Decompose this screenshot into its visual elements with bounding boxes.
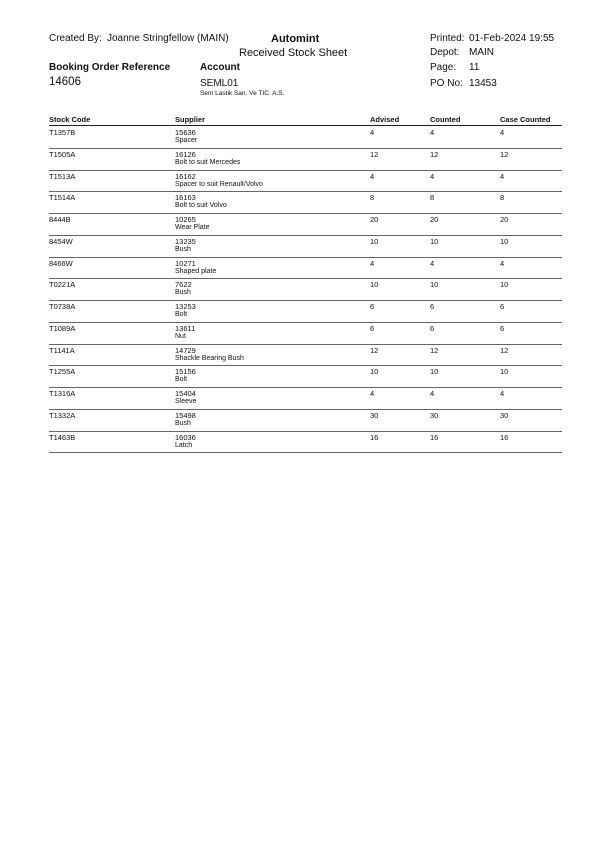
item-description-cell: Bolt <box>175 311 188 318</box>
printed-label: Printed: <box>430 33 465 44</box>
stock-code-cell: T1357B <box>49 128 76 137</box>
created-by-value: Joanne Stringfellow (MAIN) <box>107 33 229 44</box>
counted-cell: 16 <box>430 432 439 442</box>
counted-cell: 10 <box>430 280 439 290</box>
item-description-cell: Bush <box>175 289 191 297</box>
stock-code-cell: T1332A <box>49 410 76 420</box>
table-row <box>0 171 595 193</box>
supplier-code-cell: 15636 <box>175 128 196 137</box>
advised-cell: 4 <box>370 258 375 268</box>
counted-cell: 30 <box>430 410 439 420</box>
case-counted-cell: 10 <box>500 236 509 246</box>
advised-cell: 30 <box>370 410 379 420</box>
col-counted: Counted <box>430 115 461 124</box>
po-label: PO No: <box>430 78 463 89</box>
table-row <box>0 258 595 280</box>
advised-cell: 20 <box>370 215 379 224</box>
counted-cell: 10 <box>430 236 439 246</box>
item-description-cell: Nut <box>175 332 186 340</box>
col-supplier: Supplier <box>175 115 206 124</box>
stock-code-cell: 8444B <box>49 215 71 224</box>
supplier-code-cell: 15156 <box>175 367 196 377</box>
booking-ref-label: Booking Order Reference <box>49 62 171 73</box>
table-row <box>0 345 595 367</box>
supplier-code-cell: 15498 <box>175 410 196 420</box>
item-description-cell: Sleeve <box>175 398 197 405</box>
advised-cell: 6 <box>370 323 375 333</box>
stock-code-cell: T1316A <box>49 389 76 398</box>
advised-cell: 4 <box>370 128 375 137</box>
col-stock-code: Stock Code <box>49 115 91 124</box>
item-description-cell: Bush <box>175 245 191 253</box>
stock-code-cell: T1089A <box>49 323 76 333</box>
col-case-counted: Case Counted <box>500 115 551 124</box>
page-label: Page: <box>430 62 457 73</box>
stock-code-cell: 8466W <box>49 258 73 268</box>
stock-code-cell: T0221A <box>49 280 76 290</box>
stock-code-cell: T1463B <box>49 432 76 442</box>
advised-cell: 12 <box>370 345 379 355</box>
counted-cell: 6 <box>430 323 435 333</box>
item-description-cell: Bolt <box>175 376 188 384</box>
table-row <box>0 366 595 388</box>
stock-code-cell: T1141A <box>49 345 75 355</box>
supplier-code-cell: 15404 <box>175 389 196 398</box>
stock-code-cell: 8454W <box>49 236 73 246</box>
advised-cell: 10 <box>370 367 379 377</box>
advised-cell: 8 <box>370 193 375 203</box>
table-row <box>0 410 595 432</box>
case-counted-cell: 4 <box>500 389 505 398</box>
case-counted-cell: 10 <box>500 280 509 290</box>
booking-ref-value: 14606 <box>49 76 81 88</box>
table-row <box>0 279 595 301</box>
counted-cell: 12 <box>430 345 439 355</box>
advised-cell: 4 <box>370 171 375 181</box>
counted-cell: 6 <box>430 302 435 311</box>
supplier-code-cell: 13611 <box>175 323 196 333</box>
case-counted-cell: 20 <box>500 215 509 224</box>
case-counted-cell: 4 <box>500 128 505 137</box>
table-row <box>0 301 595 323</box>
table-row <box>0 149 595 171</box>
account-code: SEML01 <box>200 78 239 89</box>
counted-cell: 12 <box>430 149 439 159</box>
item-description-cell: Bush <box>175 419 191 427</box>
advised-cell: 16 <box>370 432 379 442</box>
header-rule <box>49 125 562 126</box>
case-counted-cell: 6 <box>500 302 505 311</box>
advised-cell: 6 <box>370 302 375 311</box>
stock-code-cell: T1513A <box>49 171 76 181</box>
case-counted-cell: 10 <box>500 367 509 377</box>
col-advised: Advised <box>370 115 400 124</box>
item-description-cell: Spacer <box>175 137 198 144</box>
case-counted-cell: 16 <box>500 432 509 442</box>
case-counted-cell: 12 <box>500 149 509 159</box>
item-description-cell: Spacer to suit Renault/Volvo <box>175 180 263 188</box>
case-counted-cell: 4 <box>500 258 505 268</box>
item-description-cell: Bolt to suit Volvo <box>175 202 227 210</box>
case-counted-cell: 4 <box>500 171 505 181</box>
supplier-code-cell: 16162 <box>175 171 196 181</box>
case-counted-cell: 12 <box>500 345 509 355</box>
case-counted-cell: 8 <box>500 193 505 203</box>
advised-cell: 12 <box>370 149 379 159</box>
item-description-cell: Latch <box>175 441 193 449</box>
stock-table-body <box>0 127 595 453</box>
advised-cell: 10 <box>370 236 379 246</box>
stock-code-cell: T1255A <box>49 367 76 377</box>
table-row <box>0 214 595 236</box>
depot-value: MAIN <box>469 47 494 58</box>
counted-cell: 10 <box>430 367 439 377</box>
item-description-cell: Shaped plate <box>175 267 217 275</box>
table-row <box>0 323 595 345</box>
supplier-code-cell: 14729 <box>175 345 196 355</box>
stock-code-cell: T0738A <box>49 302 76 311</box>
page-number: 11 <box>469 62 480 73</box>
supplier-code-cell: 16036 <box>175 432 196 442</box>
table-row <box>0 388 595 410</box>
table-row <box>0 127 595 149</box>
table-row <box>0 236 595 258</box>
account-name: Sem Lastik San. Ve TIC. A.S. <box>200 90 285 97</box>
supplier-code-cell: 16126 <box>175 149 196 159</box>
printed-value: 01-Feb-2024 19:55 <box>469 33 555 44</box>
supplier-code-cell: 13253 <box>175 302 196 311</box>
counted-cell: 4 <box>430 389 435 398</box>
company-name: Automint <box>271 33 320 45</box>
table-row <box>0 192 595 214</box>
item-description-cell: Bolt to suit Mercedes <box>175 158 241 166</box>
counted-cell: 4 <box>430 128 435 137</box>
case-counted-cell: 6 <box>500 323 505 333</box>
supplier-code-cell: 10265 <box>175 215 196 224</box>
supplier-code-cell: 13235 <box>175 236 196 246</box>
stock-code-cell: T1514A <box>49 193 76 203</box>
item-description-cell: Shackle Bearing Bush <box>175 354 244 362</box>
table-row <box>0 432 595 454</box>
advised-cell: 4 <box>370 389 375 398</box>
created-by-label: Created By: <box>49 33 102 44</box>
counted-cell: 4 <box>430 258 435 268</box>
row-divider <box>49 452 562 453</box>
counted-cell: 8 <box>430 193 435 203</box>
item-description-cell: Wear Plate <box>175 224 210 231</box>
case-counted-cell: 30 <box>500 410 509 420</box>
advised-cell: 10 <box>370 280 379 290</box>
supplier-code-cell: 16163 <box>175 193 196 203</box>
account-label: Account <box>200 62 240 73</box>
counted-cell: 4 <box>430 171 435 181</box>
depot-label: Depot: <box>430 47 460 58</box>
stock-code-cell: T1505A <box>49 149 76 159</box>
supplier-code-cell: 10271 <box>175 258 196 268</box>
po-number: 13453 <box>469 78 497 89</box>
counted-cell: 20 <box>430 215 439 224</box>
supplier-code-cell: 7622 <box>175 280 192 290</box>
report-title: Received Stock Sheet <box>239 47 348 59</box>
